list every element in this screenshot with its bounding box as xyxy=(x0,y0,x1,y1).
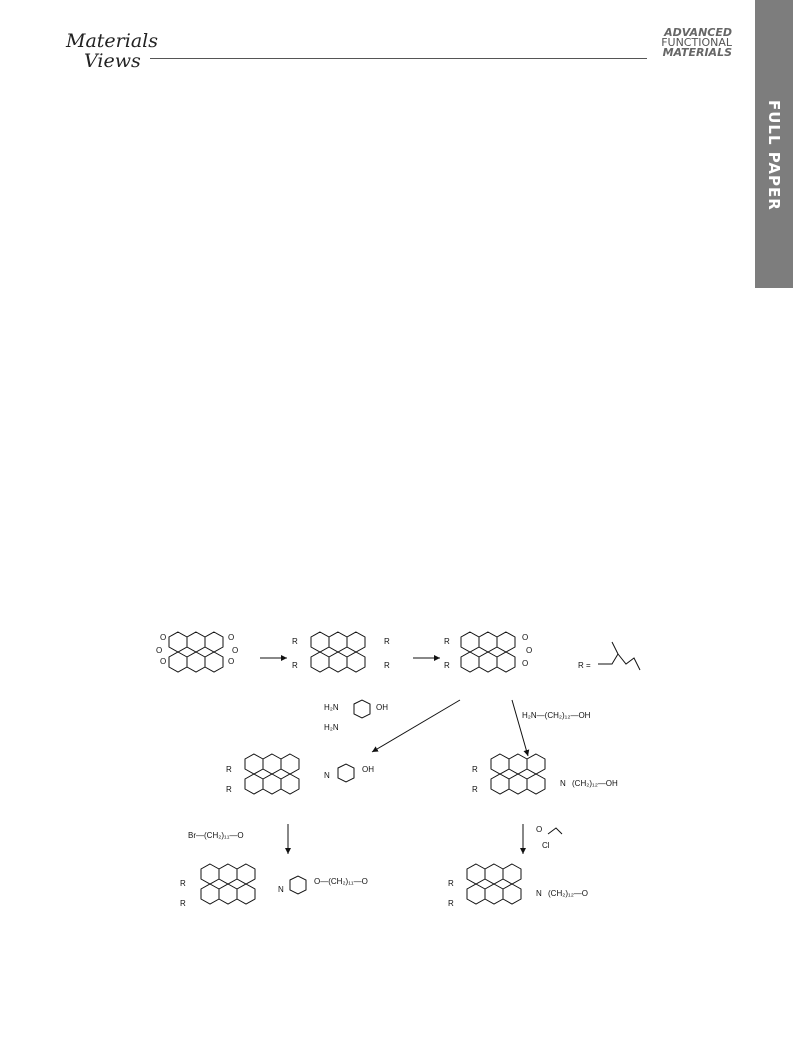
reagent-acryloyl-o: O xyxy=(536,825,543,834)
label-chain11: O—(CH₂)₁₁—O xyxy=(314,877,368,886)
reagent-aminoalcohol: H₂N—(CH₂)₁₂—OH xyxy=(522,711,591,720)
label-n: N xyxy=(560,779,566,788)
label-ro: R xyxy=(472,765,478,774)
journal-logo xyxy=(650,28,732,58)
label-ro: R xyxy=(444,661,450,670)
compound-benzimidazole-oh xyxy=(226,754,374,794)
label-oh: OH xyxy=(362,765,374,774)
label-o: O xyxy=(160,633,167,642)
label-o: O xyxy=(160,657,167,666)
reagent-bromo: Br—(CH₂)₁₁—O xyxy=(188,831,244,840)
label-ro: R xyxy=(472,785,478,794)
label-ro: R xyxy=(448,899,454,908)
reagent-acryloyl-cl: Cl xyxy=(542,841,550,850)
side-tab-label: FULL PAPER xyxy=(765,100,783,211)
label-ro: R xyxy=(384,661,390,670)
label-ro: R xyxy=(180,899,186,908)
journal-logo-line-2: FUNCTIONAL xyxy=(661,36,732,49)
label-ro: R xyxy=(292,637,298,646)
r-group-definition xyxy=(578,642,640,670)
label-ro: R xyxy=(226,765,232,774)
arrow-branch-right xyxy=(512,700,528,756)
label-o: O xyxy=(228,657,235,666)
section-side-tab xyxy=(755,0,793,288)
label-n: N xyxy=(324,771,330,780)
label-ro: R xyxy=(292,661,298,670)
label-o: O xyxy=(526,646,533,655)
label-chain12: (CH₂)₁₂—O xyxy=(548,889,589,898)
r-label: R = xyxy=(578,661,591,670)
compound-dianhydride xyxy=(156,632,238,672)
reagent-amine-2: H₂N xyxy=(324,723,339,732)
synthesis-scheme xyxy=(150,628,650,928)
compound-tetraester xyxy=(292,632,390,672)
logo-line-2: Views xyxy=(84,50,141,72)
label-ro: R xyxy=(448,879,454,888)
header-rule xyxy=(150,58,647,59)
materials-views-logo xyxy=(66,30,156,78)
label-o: O xyxy=(156,646,163,655)
reagent-diamine xyxy=(324,700,388,732)
journal-logo-line-3: MATERIALS xyxy=(662,46,732,59)
label-ro: R xyxy=(226,785,232,794)
label-chain12-oh: (CH₂)₁₂—OH xyxy=(572,779,618,788)
label-o: O xyxy=(522,633,529,642)
label-n: N xyxy=(536,889,542,898)
label-o: O xyxy=(232,646,239,655)
compound-diester-anhydride xyxy=(444,632,532,672)
label-ro: R xyxy=(384,637,390,646)
compound-acrylate-right xyxy=(448,864,588,908)
compound-acrylate-left xyxy=(180,864,368,908)
label-o: O xyxy=(228,633,235,642)
label-o: O xyxy=(522,659,529,668)
label-ro: R xyxy=(444,637,450,646)
journal-logo-line-1: ADVANCED xyxy=(664,26,732,39)
reagent-oh: OH xyxy=(376,703,388,712)
label-ro: R xyxy=(180,879,186,888)
reagent-amine-1: H₂N xyxy=(324,703,339,712)
label-n: N xyxy=(278,885,284,894)
logo-line-1: Materials xyxy=(66,30,158,52)
compound-imide-alcohol xyxy=(472,754,618,794)
